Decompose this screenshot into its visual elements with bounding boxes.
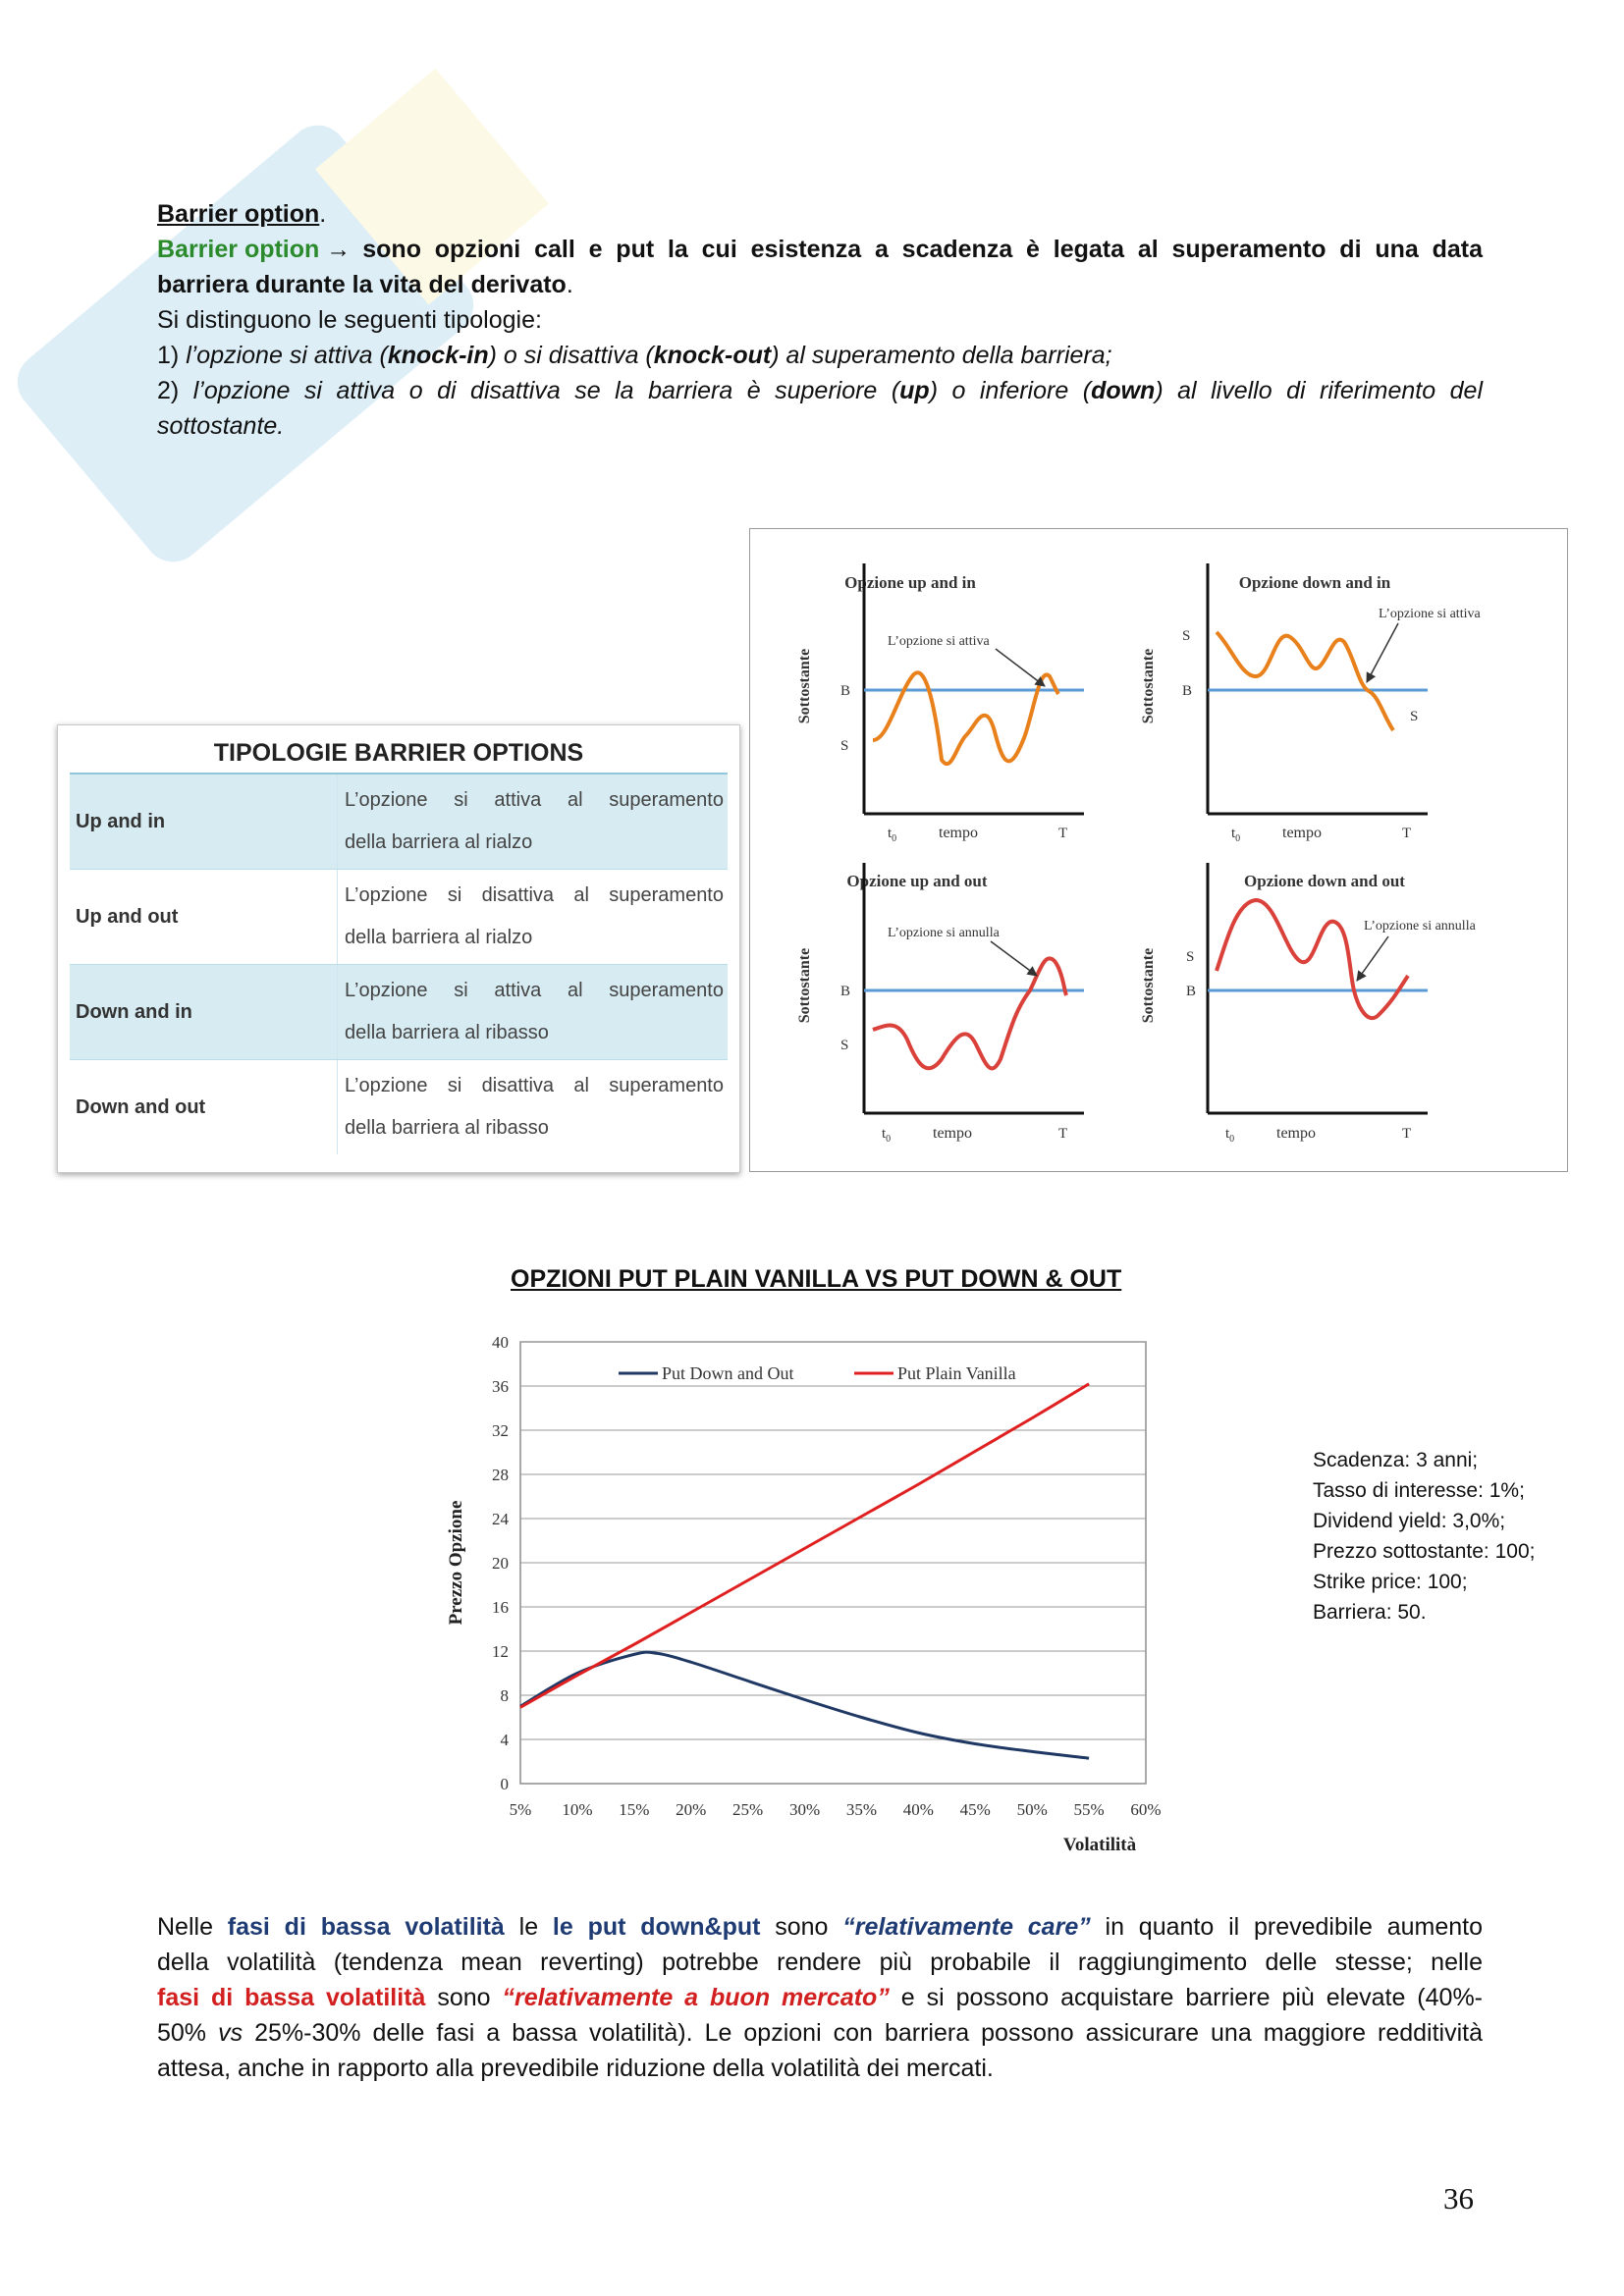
diagram-title: Opzione down and out xyxy=(1244,872,1405,890)
definition-line-2 xyxy=(157,267,573,302)
x-label: tempo xyxy=(939,825,978,841)
svg-text:t0: $t_0$ xyxy=(882,1126,892,1145)
barrier-diagrams-panel xyxy=(749,528,1568,1172)
definition-text-1: sono opzioni call e put la cui esistenza a scadenza è legata al superamento di una data xyxy=(362,236,1483,263)
point-1 xyxy=(157,338,1112,373)
arrow-icon: → xyxy=(326,236,352,263)
y-axis-label: Prezzo Opzione xyxy=(446,1500,466,1626)
knock-out: knock-out xyxy=(653,342,772,369)
point-1-num: 1) xyxy=(157,342,180,369)
row-desc: L’opzione si disattiva al superamento della barriera al ribasso xyxy=(345,1075,724,1139)
knock-in: knock-in xyxy=(387,342,489,369)
y-tick-labels xyxy=(492,1333,510,1793)
page-number: 36 xyxy=(1443,2181,1474,2216)
barrier-label: B xyxy=(1186,984,1197,999)
definition-text-2: barriera durante la vita del derivato xyxy=(157,271,567,298)
table-row xyxy=(70,1060,728,1154)
row-type: Up and in xyxy=(70,774,338,869)
y-tick-label: 0 xyxy=(500,1775,509,1793)
svg-text:t0: $t_0$ xyxy=(1231,826,1241,844)
svg-text:T: T xyxy=(1402,1126,1412,1142)
x-tick-label: 55% xyxy=(1073,1800,1105,1819)
y-label: Sottostante xyxy=(796,648,813,724)
x-tick-label: 35% xyxy=(845,1800,878,1819)
row-type: Up and out xyxy=(70,870,338,964)
diagram-note: L’opzione si attiva xyxy=(1379,607,1481,621)
relatively-cheap: “relativamente a buon mercato” xyxy=(502,1984,890,2011)
param-item: Barriera: 50. xyxy=(1313,1601,1427,1624)
x-axis-label: Volatilità xyxy=(1062,1835,1137,1855)
y-label: Sottostante xyxy=(1140,947,1157,1024)
heading-period: . xyxy=(319,200,327,228)
closing-line-1: Nelle fasi di bassa volatilità le le put down&put sono “relativamente care” in quanto il prevedibile aumento xyxy=(157,1913,1484,1941)
row-desc: L’opzione si disattiva al superamento della barriera al rialzo xyxy=(345,884,724,948)
table-row xyxy=(70,965,728,1060)
spot-label: S xyxy=(1182,628,1191,644)
y-tick-label: 28 xyxy=(492,1466,509,1484)
param-item: Prezzo sottostante: 100; xyxy=(1313,1540,1536,1563)
point-1-a: l’opzione si attiva ( xyxy=(186,342,388,369)
barrier-label: B xyxy=(1182,683,1193,699)
spot-label: S xyxy=(840,1038,849,1053)
spot-label: S xyxy=(1186,949,1195,965)
relatively-expensive: “relativamente care” xyxy=(842,1913,1091,1941)
y-tick-label: 4 xyxy=(500,1731,509,1749)
types-intro: Si distinguono le seguenti tipologie: xyxy=(157,306,542,334)
y-tick-label: 24 xyxy=(492,1510,509,1528)
table-row xyxy=(70,870,728,965)
x-tick-label: 25% xyxy=(732,1800,764,1819)
param-item: Tasso di interesse: 1%; xyxy=(1313,1479,1525,1502)
low-volatility-red: fasi di bassa volatilità xyxy=(157,1984,426,2011)
low-volatility-phrase: fasi di bassa volatilità xyxy=(227,1913,505,1941)
up: up xyxy=(899,377,930,404)
spot-end-label: S xyxy=(1410,709,1419,724)
point-1-e: ) al superamento della barriera; xyxy=(771,342,1112,369)
diagram-note: L’opzione si annulla xyxy=(888,926,1000,940)
x-tick-label: 45% xyxy=(959,1800,991,1819)
term-barrier-option: Barrier option xyxy=(157,236,320,263)
closing-line-3: fasi di bassa volatilità sono “relativamente a buon mercato” e si possono acquistare barriere più elevate (40%- xyxy=(157,1984,1483,2011)
point-2-end: sottostante. xyxy=(157,412,285,440)
row-desc: L’opzione si attiva al superamento della barriera al ribasso xyxy=(345,980,724,1043)
svg-text:T: T xyxy=(1058,1126,1068,1142)
barrier-label: B xyxy=(840,683,851,699)
row-type: Down and in xyxy=(70,965,338,1059)
closing-line-4: 50% vs 25%-30% delle fasi a bassa volatilità). Le opzioni con barriera possono assicurare una maggiore redditività xyxy=(157,2019,1483,2047)
x-tick-label: 30% xyxy=(788,1800,821,1819)
down: down xyxy=(1091,377,1156,404)
diagram-down-and-in xyxy=(1140,563,1481,844)
closing-line-5: attesa, anche in rapporto alla prevedibile riduzione della volatilità dei mercati. xyxy=(157,2055,994,2082)
point-2-a: l’opzione si attiva o di disattiva se la barriera è superiore ( xyxy=(192,377,900,404)
y-tick-label: 20 xyxy=(492,1554,509,1573)
param-item: Strike price: 100; xyxy=(1313,1571,1468,1593)
closing-line-2: della volatilità (tendenza mean reverting) potrebbe rendere più probabile il raggiungimento delle stesse; nelle xyxy=(157,1949,1483,1976)
x-tick-label: 60% xyxy=(1130,1800,1162,1819)
x-tick-label: 10% xyxy=(562,1800,593,1819)
section-heading xyxy=(157,196,326,232)
y-tick-label: 32 xyxy=(492,1421,509,1440)
volatility-chart xyxy=(432,1320,1178,1855)
point-2-num: 2) xyxy=(157,377,180,404)
x-label: tempo xyxy=(1276,1125,1316,1142)
diagram-note: L’opzione si attiva xyxy=(888,634,990,649)
heading-text: Barrier option xyxy=(157,200,320,228)
spot-label: S xyxy=(840,738,849,754)
svg-text:t0: $t_0$ xyxy=(1225,1126,1235,1145)
x-tick-label: 40% xyxy=(902,1800,934,1819)
y-tick-label: 8 xyxy=(500,1686,509,1705)
svg-text:T: T xyxy=(1402,826,1412,841)
t-end-label: T xyxy=(1058,826,1068,841)
diagram-title: Opzione up and out xyxy=(846,872,988,890)
param-item: Scadenza: 3 anni; xyxy=(1313,1449,1479,1471)
x-label: tempo xyxy=(933,1125,972,1142)
point-2-c: ) o inferiore ( xyxy=(929,377,1092,404)
point-2 xyxy=(157,373,1483,408)
point-1-c: ) o si disattiva ( xyxy=(488,342,654,369)
x-tick-label: 20% xyxy=(676,1800,707,1819)
diagram-down-and-out xyxy=(1140,863,1477,1145)
param-item: Dividend yield: 3,0%; xyxy=(1313,1510,1506,1532)
diagram-up-and-out xyxy=(796,863,1084,1145)
y-label: Sottostante xyxy=(1140,648,1157,724)
barrier-label: B xyxy=(840,984,851,999)
y-tick-label: 16 xyxy=(492,1598,509,1617)
y-tick-label: 12 xyxy=(492,1642,509,1661)
point-2-e: ) al livello di riferimento del xyxy=(1155,377,1483,404)
underlying-curve xyxy=(873,672,1058,764)
diagram-title: Opzione up and in xyxy=(844,573,976,592)
row-desc: L’opzione si attiva al superamento della barriera al rialzo xyxy=(345,789,724,853)
y-tick-label: 40 xyxy=(492,1333,509,1352)
x-tick-label: 50% xyxy=(1016,1800,1048,1819)
barrier-types-table xyxy=(57,724,740,1173)
x-tick-label: 15% xyxy=(619,1800,650,1819)
put-down-put: le put down&put xyxy=(552,1913,761,1941)
table-title: TIPOLOGIE BARRIER OPTIONS xyxy=(70,733,728,774)
table-row xyxy=(70,774,728,870)
y-label: Sottostante xyxy=(796,947,813,1024)
chart-parameters xyxy=(1313,1445,1535,1628)
legend-entry: Put Plain Vanilla xyxy=(897,1363,1016,1383)
chart-title: OPZIONI PUT PLAIN VANILLA VS PUT DOWN & OUT xyxy=(511,1265,1122,1293)
definition-line-1 xyxy=(157,232,1483,267)
x-tick-labels xyxy=(510,1800,1162,1819)
diagram-title: Opzione down and in xyxy=(1238,573,1391,592)
x-tick-label: 5% xyxy=(509,1800,532,1819)
row-type: Down and out xyxy=(70,1060,338,1154)
x-label: tempo xyxy=(1282,825,1322,841)
diagram-note: L’opzione si annulla xyxy=(1364,919,1476,934)
y-tick-label: 36 xyxy=(492,1377,509,1396)
legend-entry: Put Down and Out xyxy=(662,1363,794,1383)
t0-label: $t_0$ xyxy=(888,826,897,844)
diagram-up-and-in xyxy=(796,563,1084,844)
definition-end: . xyxy=(566,271,573,298)
